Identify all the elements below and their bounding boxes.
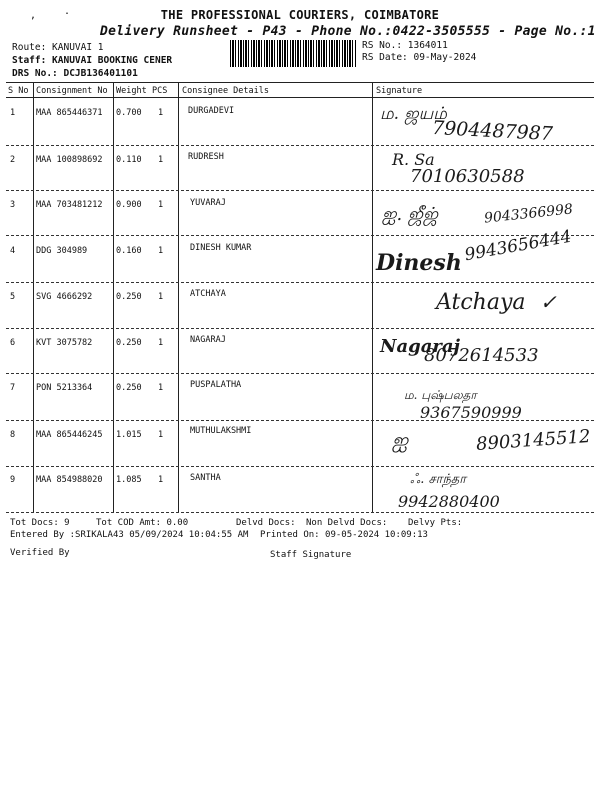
signature-name: ஐ xyxy=(392,428,409,452)
row-consignment: PON 5213364 xyxy=(36,383,93,393)
row-consignee: DURGADEVI xyxy=(188,106,235,116)
drs-number: DRS No.: DCJB136401101 xyxy=(12,68,138,79)
row-pcs: 1 xyxy=(158,200,164,210)
total-docs: Tot Docs: 9 xyxy=(10,518,70,528)
row-consignee: SANTHA xyxy=(190,473,221,483)
row-pcs: 1 xyxy=(158,108,164,118)
row-weight: 0.250 xyxy=(116,292,142,302)
column-divider xyxy=(178,82,179,512)
row-separator xyxy=(6,328,594,329)
signature-phone: 9367590999 xyxy=(420,403,522,422)
row-sno: 7 xyxy=(10,383,16,393)
row-weight: 1.085 xyxy=(116,475,142,485)
signature-name: Dinesh xyxy=(376,250,462,276)
row-weight: 0.700 xyxy=(116,108,142,118)
row-consignment: SVG 4666292 xyxy=(36,292,93,302)
row-separator xyxy=(6,373,594,374)
row-sno: 1 xyxy=(10,108,16,118)
staff-signature-label: Staff Signature xyxy=(270,550,352,560)
row-pcs: 1 xyxy=(158,475,164,485)
row-sno: 2 xyxy=(10,155,16,165)
header-consignee: Consignee Details xyxy=(182,86,269,96)
signature-phone: 9942880400 xyxy=(398,492,500,511)
runsheet-subtitle: Delivery Runsheet - P43 - Phone No.:0422-3505555 - Page No.:1 xyxy=(100,24,596,39)
row-weight: 0.250 xyxy=(116,383,142,393)
row-separator xyxy=(6,235,594,236)
row-separator xyxy=(6,190,594,191)
non-delivered-docs: Non Delvd Docs: xyxy=(306,518,388,528)
row-consignee: YUVARAJ xyxy=(190,198,226,208)
signature-phone: 8903145512 xyxy=(475,426,592,455)
total-cod-amount: Tot COD Amt: 0.00 xyxy=(96,518,189,528)
signature-phone: 9043366998 xyxy=(483,201,574,227)
route-label: Route: KANUVAI 1 xyxy=(12,42,104,53)
row-consignment: MAA 854988020 xyxy=(36,475,103,485)
delivered-docs: Delvd Docs: xyxy=(236,518,296,528)
row-consignment: MAA 865446245 xyxy=(36,430,103,440)
row-consignee: ATCHAYA xyxy=(190,289,226,299)
row-consignment: KVT 3075782 xyxy=(36,338,93,348)
row-pcs: 1 xyxy=(158,430,164,440)
row-pcs: 1 xyxy=(158,155,164,165)
column-divider xyxy=(372,82,373,512)
signature-name: Atchaya xyxy=(436,290,526,315)
row-weight: 0.250 xyxy=(116,338,142,348)
company-title: THE PROFESSIONAL COURIERS, COIMBATORE xyxy=(160,8,440,22)
row-pcs: 1 xyxy=(158,246,164,256)
row-separator xyxy=(6,420,594,421)
barcode xyxy=(230,40,356,67)
signature-name: Nagaraj xyxy=(380,336,461,357)
rs-date: RS Date: 09-May-2024 xyxy=(362,52,477,63)
signature-phone: 7010630588 xyxy=(410,166,525,187)
row-sno: 6 xyxy=(10,338,16,348)
row-sno: 4 xyxy=(10,246,16,256)
header-weight: Weight xyxy=(116,86,147,96)
delivery-points: Delvy Pts: xyxy=(408,518,463,528)
signature-phone: 9943656444 xyxy=(463,226,574,266)
rs-number: RS No.: 1364011 xyxy=(362,40,448,51)
row-consignee: PUSPALATHA xyxy=(190,380,242,390)
row-consignee: DINESH KUMAR xyxy=(190,243,252,253)
table-top-rule xyxy=(6,82,594,83)
signature-name: ம. புஷ்பலதா xyxy=(404,388,477,402)
signature-phone: 8072614533 xyxy=(424,345,539,366)
row-consignment: MAA 100898692 xyxy=(36,155,103,165)
row-separator xyxy=(6,282,594,283)
table-header-rule xyxy=(6,97,594,98)
row-consignment: DDG 304989 xyxy=(36,246,88,256)
row-consignee: MUTHULAKSHMI xyxy=(190,426,252,436)
signature-name: R. Sa xyxy=(392,150,435,169)
header-consignment: Consignment No xyxy=(36,86,108,96)
header-sno: S No xyxy=(8,86,29,96)
signature-name: ஐ. ஜீஜ் xyxy=(382,204,438,225)
printed-on: Printed On: 09-05-2024 10:09:13 xyxy=(260,530,428,540)
row-consignment: MAA 703481212 xyxy=(36,200,103,210)
row-separator xyxy=(6,145,594,146)
row-consignee: RUDRESH xyxy=(188,152,224,162)
row-sno: 5 xyxy=(10,292,16,302)
signature-name: ஃ. சாந்தா xyxy=(410,472,467,487)
stray-mark: , xyxy=(30,10,37,21)
signature-name: ம. ஜயம் xyxy=(380,104,447,124)
staff-label: Staff: KANUVAI BOOKING CENER xyxy=(12,55,173,66)
row-sno: 9 xyxy=(10,475,16,485)
row-consignment: MAA 865446371 xyxy=(36,108,103,118)
entered-by: Entered By :SRIKALA43 05/09/2024 10:04:55 AM xyxy=(10,530,249,540)
verified-by-label: Verified By xyxy=(10,548,70,558)
signature-phone: 7904487987 xyxy=(431,116,554,146)
row-weight: 0.110 xyxy=(116,155,142,165)
row-weight: 1.015 xyxy=(116,430,142,440)
row-separator xyxy=(6,466,594,467)
row-separator xyxy=(6,512,594,513)
signature-tick: ✓ xyxy=(540,290,557,314)
header-signature: Signature xyxy=(376,86,423,96)
row-weight: 0.160 xyxy=(116,246,142,256)
stray-mark: . xyxy=(64,6,71,17)
row-pcs: 1 xyxy=(158,338,164,348)
row-pcs: 1 xyxy=(158,383,164,393)
column-divider xyxy=(113,82,114,512)
row-consignee: NAGARAJ xyxy=(190,335,226,345)
column-divider xyxy=(33,82,34,512)
row-weight: 0.900 xyxy=(116,200,142,210)
row-sno: 8 xyxy=(10,430,16,440)
header-pcs: PCS xyxy=(152,86,168,96)
row-sno: 3 xyxy=(10,200,16,210)
row-pcs: 1 xyxy=(158,292,164,302)
